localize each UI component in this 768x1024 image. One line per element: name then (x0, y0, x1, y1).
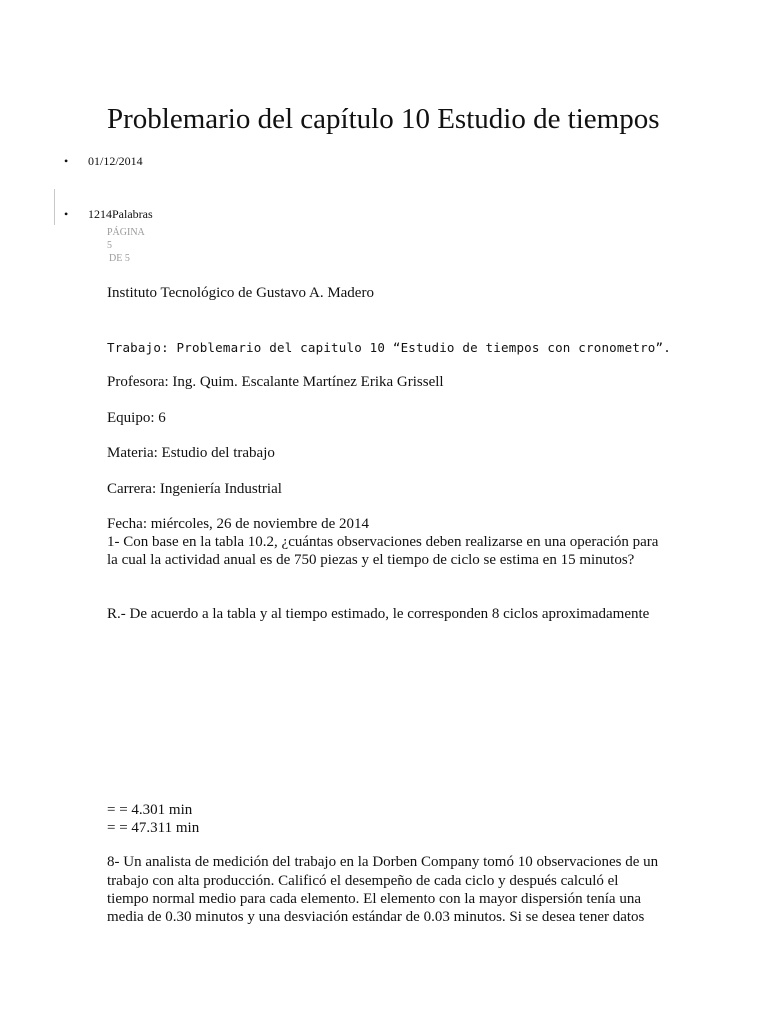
answer-1: R.- De acuerdo a la tabla y al tiempo estimado, le corresponden 8 ciclos aproximadamente (107, 606, 650, 622)
page-indicator (107, 226, 145, 265)
cover-subject: Materia: Estudio del trabajo (107, 445, 275, 461)
cover-career: Carrera: Ingeniería Industrial (107, 481, 282, 497)
bullet-icon: • (64, 154, 69, 168)
bullet-icon: • (64, 207, 69, 221)
question-8-line-3: tiempo normal medio para cada elemento. El elemento con la mayor dispersión tenía una (107, 891, 641, 907)
meta-word-count: 1214Palabras (88, 207, 153, 221)
page-label: PÁGINA (107, 227, 145, 238)
cover-teacher: Profesora: Ing. Quim. Escalante Martínez Erika Grissell (107, 374, 444, 390)
question-8-line-4: media de 0.30 minutos y una desviación estándar de 0.03 minutos. Si se desea tener datos (107, 909, 645, 925)
question-8-line-2: trabajo con alta producción. Calificó el desempeño de cada ciclo y después calculó el (107, 873, 619, 889)
question-8-line-1: 8- Un analista de medición del trabajo en la Dorben Company tomó 10 observaciones de un (107, 854, 659, 870)
document-title: Problemario del capítulo 10 Estudio de tiempos (107, 103, 660, 135)
page-number: 5 (107, 240, 112, 251)
cover-team: Equipo: 6 (107, 410, 166, 426)
cover-date: Fecha: miércoles, 26 de noviembre de 2014 (107, 516, 370, 532)
vertical-divider (54, 189, 55, 225)
question-1-line-1: 1- Con base en la tabla 10.2, ¿cuántas observaciones deben realizarse en una operación para (107, 534, 659, 550)
meta-words-item (64, 206, 153, 222)
cover-institute: Instituto Tecnológico de Gustavo A. Madero (107, 285, 374, 301)
question-1-line-2: la cual la actividad anual es de 750 piezas y el tiempo de ciclo se estima en 15 minutos? (107, 552, 635, 568)
equation-1: = = 4.301 min (107, 802, 193, 818)
meta-date: 01/12/2014 (88, 154, 143, 168)
meta-date-item (64, 153, 143, 169)
cover-work: Trabajo: Problemario del capitulo 10 “Estudio de tiempos con cronometro”. (107, 340, 671, 355)
equation-2: = = 47.311 min (107, 820, 200, 836)
page-total: DE 5 (109, 253, 130, 264)
